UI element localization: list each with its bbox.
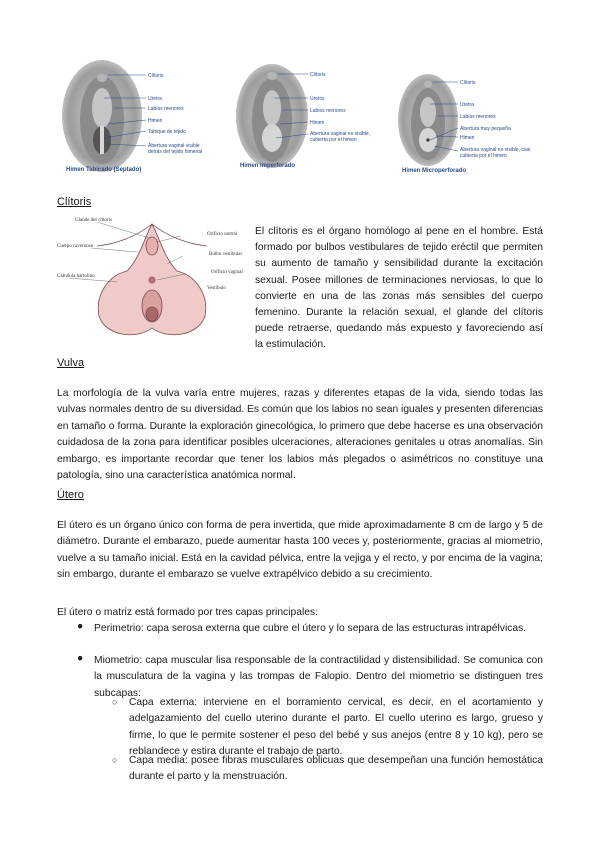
- hymen-figure-septate: [62, 58, 212, 180]
- subbullet-marker: ○: [112, 755, 118, 765]
- clitoris-figure: [57, 216, 247, 346]
- hymen-figure-imperforate: [236, 58, 386, 180]
- utero-paragraph: El útero es un órgano único con forma de pera invertida, que mide aproximadamente 8 cm de largo y 5 de diámetro. Durante el embarazo, puede aumentar hasta 100 veces y, posteriormente, gracias al miometrio, vuelve a su tamaño inicial. Está en la cavidad pélvica, entre la vejiga y el recto, y por encima de la vagina; sin embargo, durante el embarazo se vuelve extrapélvico debido a su crecimiento.: [57, 520, 543, 581]
- vulva-paragraph: La morfología de la vulva varía entre mujeres, razas y diferentes etapas de la vida, siendo todas las vulvas normales dentro de su diversidad. Es común que los labios no sean iguales y presenten diferencias en tamaño o forma. Durante la exploración ginecológica, lo primero que debe hacerse es una observación cuidadosa de la zona para identificar posibles ulceraciones, alteraciones genitales u otras anomalías. Sin embargo, es importante recordar que tener los labios más plegados o asimétricos no constituye una patología, sino una característica anatómica normal.: [57, 388, 543, 482]
- hymen-microperforate-label: Abertura vaginal no visible, casi cubierta por el himen: [460, 147, 531, 159]
- clitoris-figure-label: Glándula bartolino: [57, 274, 95, 279]
- hymen-septate-label: Clítoris: [148, 73, 164, 79]
- clitoris-heading: Clítoris: [57, 196, 92, 208]
- clitoris-figure-label: Cuerpo cavernoso: [57, 244, 94, 249]
- hymen-imperforate-label: Labios menores: [310, 108, 346, 114]
- hymen-microperforate-caption: Himen Microperforado: [402, 168, 467, 174]
- hymen-imperforate-label: Himen: [310, 120, 325, 126]
- hymen-septate-label: Himen: [148, 118, 163, 124]
- hymen-septate-illustration: [62, 58, 212, 180]
- hymen-septate-label: Uretra: [148, 96, 162, 102]
- hymen-microperforate-label: Uretra: [460, 102, 474, 108]
- hymen-imperforate-label: Clítoris: [310, 72, 326, 78]
- bullet-perimetrio: Perimetrio: capa serosa externa que cubre el útero y lo separa de las estructuras intrapélvicas.: [94, 623, 527, 634]
- hymen-microperforate-label: Clítoris: [460, 80, 476, 86]
- hymen-septate-caption: Himen Tabicado (Septado): [66, 167, 142, 173]
- hymen-septate-label: Labios menores: [148, 106, 184, 112]
- clitoris-figure-label: Orificio uretral: [207, 232, 238, 237]
- subbullet-marker: ○: [112, 697, 118, 707]
- clitoris-figure-label: Bulbo vestibular: [209, 252, 243, 257]
- hymen-microperforate-label: Himen: [460, 135, 475, 141]
- clitoris-figure-label: Glande del clítoris: [75, 218, 112, 223]
- bullet-miometrio: Miometrio: capa muscular lisa responsable de la contractilidad y distensibilidad. Se comunica con la musculatura de la vagina y las trompas de Falopio. Dentro del miometrio se distinguen tres subcapas:: [94, 655, 543, 699]
- utero-layers-intro: El útero o matriz está formado por tres capas principales:: [57, 607, 318, 618]
- hymen-microperforate-label: Abertura muy pequeña: [460, 126, 511, 132]
- hymen-imperforate-caption: Himen Imperforado: [240, 163, 296, 169]
- hymen-septate-label: Abertura vaginal visible detrás del tejido himenal: [148, 143, 203, 155]
- hymen-imperforate-label: Uretra: [310, 96, 324, 102]
- subbullet-capa-externa: Capa externa: interviene en el borramiento cervical, es decir, en el acortamiento y adelgazamiento del cuello uterino durante el parto. El cuello uterino es largo, grueso y firme, lo que le permite sostener el peso del bebé y sus anejos (entre 8 y 10 kg), pero se reblandece y estira durante el trabajo de parto.: [129, 697, 543, 758]
- clitoris-paragraph: El clítoris es el órgano homólogo al pene en el hombre. Está formado por bulbos vestibulares de tejido eréctil que permiten su aumento de tamaño y sensibilidad durante la excitación sexual. Posee millones de terminaciones nerviosas, lo que lo convierte en una de las zonas más sensibles del cuerpo femenino. Durante la relación sexual, el glande del clítoris puede retraerse, quedando más expuesto y favoreciendo así la estimulación.: [255, 226, 543, 351]
- hymen-microperforate-label: Labios menores: [460, 114, 496, 120]
- bullet-marker: ●: [77, 653, 84, 664]
- hymen-septate-label: Tabique de tejido: [148, 129, 186, 135]
- vulva-heading: Vulva: [57, 357, 85, 369]
- clitoris-figure-label: Vestíbulo: [207, 286, 226, 291]
- clitoris-figure-label: Orificio vaginal: [211, 270, 243, 275]
- utero-heading: Útero: [57, 489, 84, 501]
- bullet-marker: ●: [77, 621, 84, 632]
- hymen-imperforate-label: Abertura vaginal no visible, cubierta por el himen: [310, 131, 371, 143]
- hymen-figure-microperforate: [398, 70, 548, 182]
- subbullet-capa-media: Capa media: posee fibras musculares oblicuas que desempeñan una función hemostática durante el parto y la menstruación.: [129, 755, 543, 783]
